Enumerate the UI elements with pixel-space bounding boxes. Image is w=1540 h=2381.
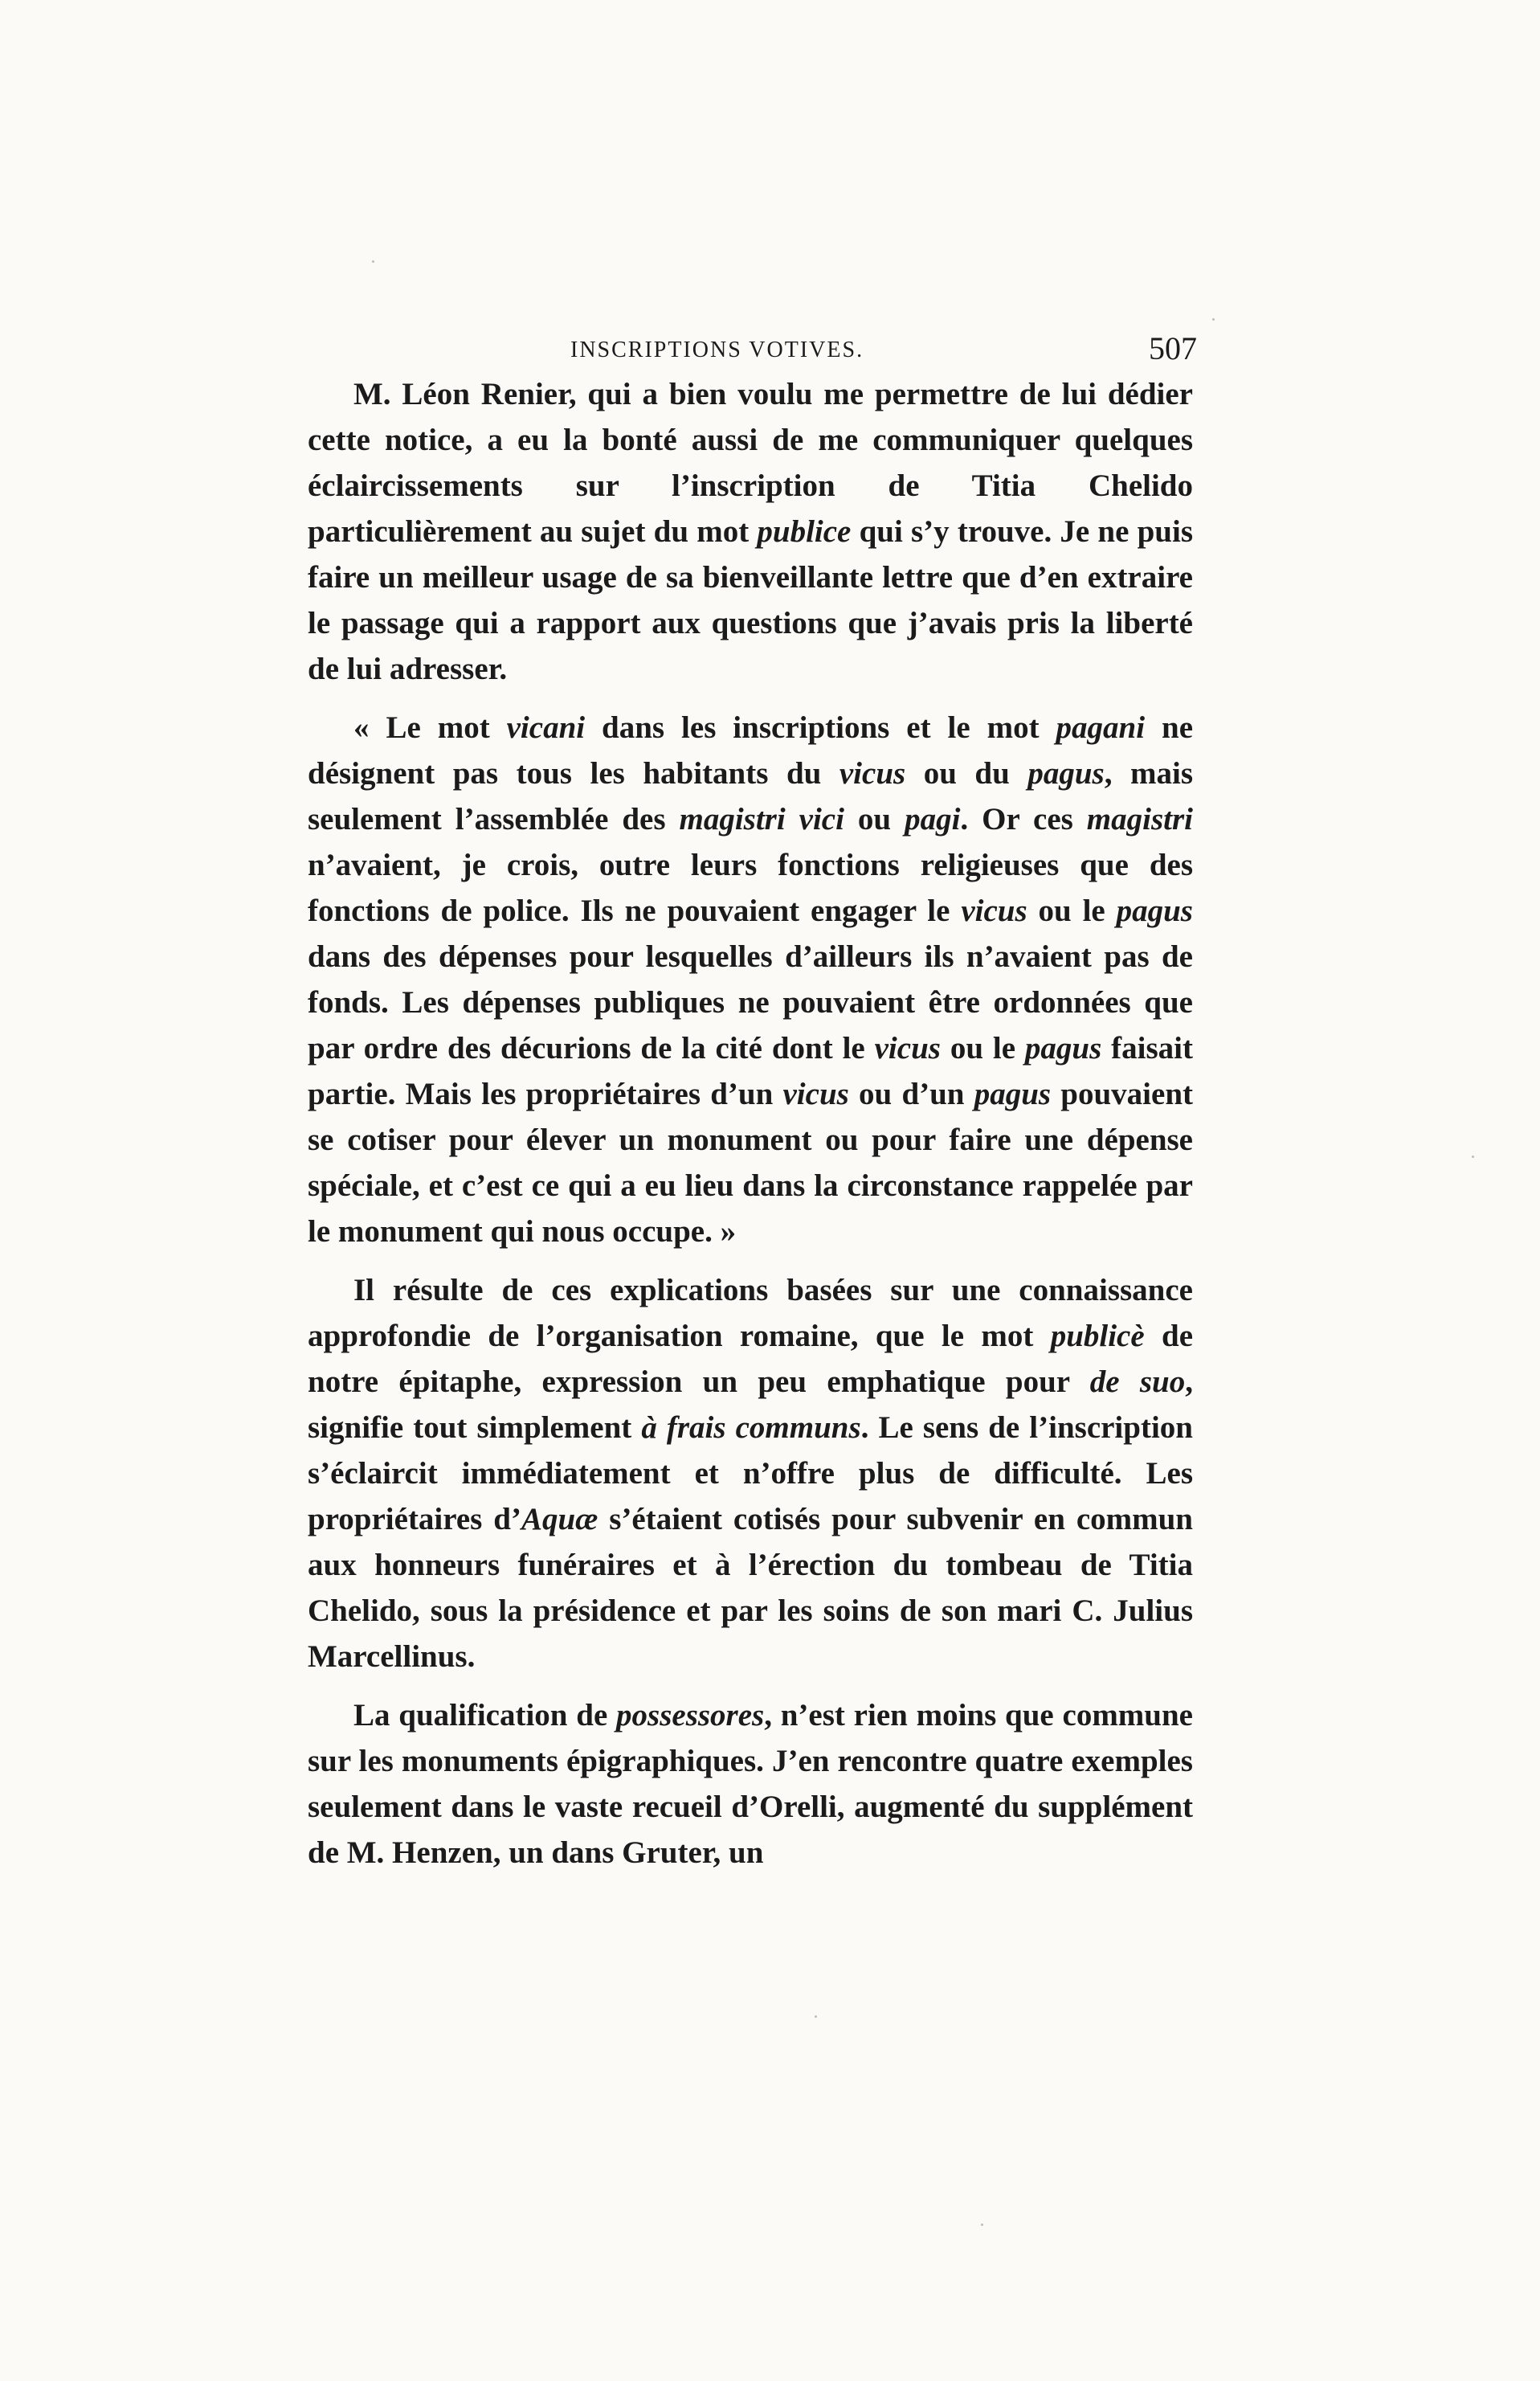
text-run: . Or ces (960, 802, 1087, 837)
italic-text: possessores (616, 1698, 765, 1733)
text-run: M. Léon Renier, qui a bien voulu me permettre de lui dédier cette notice, a eu la bonté aussi de me communiquer quelques éclaircissements sur l’inscription de Titia Chelido particulièrement au sujet du mot (308, 377, 1193, 549)
italic-text: pagus (1024, 1031, 1102, 1066)
page-header (305, 329, 1197, 378)
paragraph (308, 1692, 1193, 1876)
text-run: de notre épitaphe, expression un peu emphatique pour (308, 1319, 1194, 1399)
page-number: 507 (1149, 330, 1197, 366)
text-run: ne désignent pas tous les habitants du (308, 710, 1194, 791)
text-run: « Le mot (353, 710, 507, 745)
paper-speck (815, 2015, 817, 2018)
text-run: faisait partie. Mais les propriétaires d’un (308, 1031, 1193, 1111)
italic-text: magistri (1086, 802, 1193, 837)
text-run: dans des dépenses pour lesquelles d’ailleurs ils n’avaient pas de fonds. Les dépenses publiques ne pouvaient être ordonnées que par ordre des décurions de la cité dont le (308, 939, 1193, 1066)
text-run: s’étaient cotisés pour subvenir en commun aux honneurs funéraires et à l’érection du tombeau de Titia Chelido, sous la présidence et par les soins de son mari C. Julius Marcellinus. (308, 1502, 1193, 1674)
text-run: , n’est rien moins que commune sur les monuments épigraphiques. J’en rencontre quatre exemples seulement dans le vaste recueil d’Orelli, augmenté du supplément de M. Henzen, un dans Gruter, un (308, 1698, 1193, 1870)
italic-text: vicus (839, 756, 906, 791)
text-run: ou du (905, 756, 1028, 791)
text-run: , signifie tout simplement (308, 1364, 1193, 1445)
italic-text: pagus (1116, 894, 1193, 928)
text-run: ou le (1027, 894, 1117, 928)
italic-text: vicani (506, 710, 586, 745)
italic-text: magistri vici (679, 802, 844, 837)
paragraph (308, 705, 1193, 1254)
text-run: , mais seulement l’assemblée des (308, 756, 1194, 837)
paper-speck (981, 2223, 983, 2226)
italic-text: Aquæ (521, 1502, 598, 1536)
text-run: dans les inscriptions et le mot (585, 710, 1056, 745)
text-run: La qualification de (353, 1698, 617, 1733)
paper-speck (1472, 1156, 1474, 1158)
paper-speck (1212, 318, 1215, 321)
text-run: qui s’y trouve. Je ne puis faire un meilleur usage de sa bienveillante lettre que d’en extraire le passage qui a rapport aux questions que j’avais pris la liberté de lui adresser. (308, 514, 1193, 686)
body-text (308, 371, 1193, 1876)
italic-text: publicè (1050, 1319, 1145, 1353)
text-run: pouvaient se cotiser pour élever un monument ou pour faire une dépense spéciale, et c’est ce qui a eu lieu dans la circonstance rappelée par le monument qui nous occupe. » (308, 1077, 1194, 1249)
italic-text: pagus (1027, 756, 1105, 791)
text-run: Il résulte de ces explications basées sur une connaissance approfondie de l’organisation romaine, que le mot (308, 1273, 1193, 1353)
text-run: ou (844, 802, 905, 837)
italic-text: pagani (1056, 710, 1146, 745)
paper-speck (372, 260, 374, 263)
italic-text: vicus (874, 1031, 941, 1066)
italic-text: de suo (1089, 1364, 1186, 1399)
text-run: ou d’un (848, 1077, 974, 1111)
italic-text: publice (757, 514, 852, 549)
italic-text: vicus (961, 894, 1027, 928)
italic-text: à frais communs (641, 1410, 861, 1445)
paragraph (308, 371, 1193, 692)
text-run: . Le sens de l’inscription s’éclaircit immédiatement et n’offre plus de difficulté. Les propriétaires d’ (308, 1410, 1193, 1536)
paragraph (308, 1267, 1193, 1679)
running-head: INSCRIPTIONS VOTIVES. (570, 338, 864, 362)
text-run: ou le (940, 1031, 1025, 1066)
italic-text: vicus (782, 1077, 849, 1111)
text-run: n’avaient, je crois, outre leurs fonctions religieuses que des fonctions de police. Ils ne pouvaient engager le (308, 848, 1193, 928)
italic-text: pagi (905, 802, 961, 837)
italic-text: pagus (974, 1077, 1052, 1111)
